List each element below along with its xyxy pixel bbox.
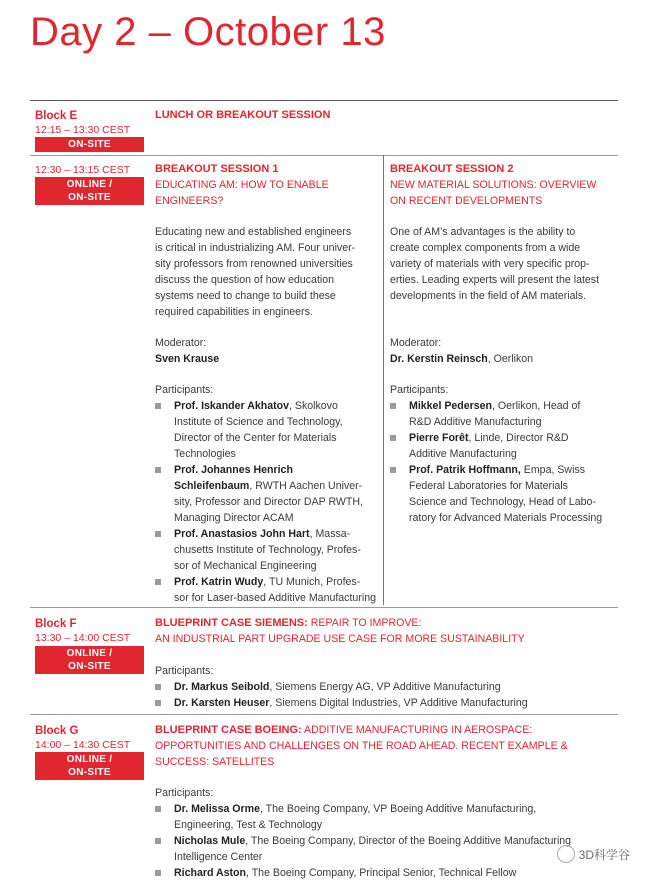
block-name: Block F	[35, 618, 77, 630]
participant-list	[155, 679, 615, 711]
participants-label: Participants:	[155, 787, 214, 799]
bullet-icon	[155, 531, 161, 537]
session-subtitle: EDUCATING AM: HOW TO ENABLE	[155, 179, 329, 191]
bullet-icon	[155, 838, 161, 844]
list-item: Nicholas Mule, The Boeing Company, Director of the Boeing Additive Manufacturing Intelligence Center	[155, 833, 625, 865]
breakout-time-label	[35, 163, 130, 177]
online-onsite-badge	[35, 646, 144, 674]
list-item: Dr. Karsten Heuser, Siemens Digital Industries, VP Additive Manufacturing	[155, 695, 615, 711]
list-item: Prof. Johannes Henrich Schleifenbaum, RWTH Aachen Univer- sity, Professor and Director DAP RWTH, Managing Director ACAM	[155, 462, 380, 526]
list-item: Prof. Patrik Hoffmann, Empa, Swiss Federal Laboratories for Materials Science and Technology, Head of Labo- ratory for Advanced Materials Processing	[390, 462, 622, 526]
moderator-label: Moderator:	[390, 337, 442, 349]
case-title: BLUEPRINT CASE BOEING:	[155, 724, 302, 736]
bullet-icon	[155, 806, 161, 812]
page-title: Day 2 – October 13	[30, 10, 386, 54]
session-title: BREAKOUT SESSION 2	[390, 163, 514, 175]
session-subtitle: ENGINEERS?	[155, 195, 224, 207]
breakout-session-1	[155, 161, 380, 606]
bullet-icon	[155, 870, 161, 876]
divider	[30, 607, 618, 608]
session-subtitle: NEW MATERIAL SOLUTIONS: OVERVIEW	[390, 179, 597, 191]
column-divider	[383, 155, 384, 605]
block-name: Block E	[35, 110, 78, 122]
online-onsite-badge	[35, 177, 144, 205]
bullet-icon	[390, 403, 396, 409]
participants-label: Participants:	[155, 665, 214, 677]
list-item: Dr. Markus Seibold, Siemens Energy AG, VP Additive Manufacturing	[155, 679, 615, 695]
list-item: Richard Aston, The Boeing Company, Principal Senior, Technical Fellow	[155, 865, 625, 881]
session-description: Educating new and established engineers is critical in industrializing AM. Four univer- sity professors from renowned universities discuss the question of how education systems need to change to build these required capabilities in engineers.	[155, 226, 356, 318]
list-item: Pierre Forêt, Linde, Director R&D Additive Manufacturing	[390, 430, 622, 462]
block-g-content: BLUEPRINT CASE BOEING: ADDITIVE MANUFACTURING IN AEROSPACE: OPPORTUNITIES AND CHALLENGES ON THE ROAD AHEAD. RECENT EXAMPLE & SUCCESS: SATELLITES Participants: Dr. Melissa Orme, The Boeing Company, VP Boeing Additive Manufacturing, Engineering, Test & Technology Nicholas Mule, The Boeing Company, Director of the Boeing Additive Manufacturing Intelligence Center Richard Aston, The Boeing Company, Principal Senior, Technical Fellow	[155, 722, 625, 881]
block-time: 13:30 – 14:00 CEST	[35, 632, 131, 644]
block-time: 12:15 – 13:30 CEST	[35, 124, 131, 136]
block-g-label	[35, 724, 130, 752]
list-item: Prof. Katrin Wudy, TU Munich, Profes- sor for Laser-based Additive Manufacturing	[155, 574, 380, 606]
moderator-name: Sven Krause	[155, 353, 220, 365]
bullet-icon	[155, 684, 161, 690]
badge-text: ON-SITE	[68, 139, 111, 150]
session-title: BREAKOUT SESSION 1	[155, 163, 279, 175]
participants-label: Participants:	[155, 384, 214, 396]
block-e-label	[35, 109, 130, 137]
badge-line: ONLINE /	[66, 754, 113, 765]
moderator-label: Moderator:	[155, 337, 207, 349]
participant-list	[155, 398, 380, 606]
bullet-icon	[155, 579, 161, 585]
participant-list	[390, 398, 622, 526]
block-time: 12:30 – 13:15 CEST	[35, 164, 131, 176]
block-f-label	[35, 617, 130, 645]
badge-line: ON-SITE	[68, 192, 111, 203]
session-subtitle: ON RECENT DEVELOPMENTS	[390, 195, 543, 207]
bullet-icon	[155, 700, 161, 706]
bullet-icon	[155, 403, 161, 409]
block-e-heading: LUNCH OR BREAKOUT SESSION	[155, 109, 331, 121]
divider	[30, 155, 618, 156]
bullet-icon	[390, 467, 396, 473]
block-name: Block G	[35, 725, 79, 737]
list-item: Dr. Melissa Orme, The Boeing Company, VP Boeing Additive Manufacturing, Engineering, Test & Technology	[155, 801, 625, 833]
block-time: 14:00 – 14:30 CEST	[35, 739, 131, 751]
badge-line: ON-SITE	[68, 767, 111, 778]
wechat-icon	[557, 845, 575, 863]
divider	[30, 714, 618, 715]
watermark-text: 3D科学谷	[578, 847, 630, 862]
block-f-content: BLUEPRINT CASE SIEMENS: REPAIR TO IMPROVE: AN INDUSTRIAL PART UPGRADE USE CASE FOR MORE SUSTAINABILITY Participants: Dr. Markus Seibold, Siemens Energy AG, VP Additive Manufacturing Dr. Karsten Heuser, Siemens Digital Industries, VP Additive Manufacturing	[155, 615, 615, 711]
badge-line: ONLINE /	[66, 648, 113, 659]
case-title: BLUEPRINT CASE SIEMENS:	[155, 617, 308, 629]
online-onsite-badge	[35, 752, 144, 780]
session-description: One of AM’s advantages is the ability to create complex components from a wide variety of materials with very specific prop- erties. Leading experts will present the latest developments in the field of AM materials.	[390, 226, 600, 302]
moderator-name: Dr. Kerstin Reinsch	[390, 353, 488, 365]
badge-line: ONLINE /	[66, 179, 113, 190]
participants-label: Participants:	[390, 384, 449, 396]
list-item: Prof. Iskander Akhatov, Skolkovo Institute of Science and Technology, Director of the Center for Materials Technologies	[155, 398, 380, 462]
list-item: Mikkel Pedersen, Oerlikon, Head of R&D Additive Manufacturing	[390, 398, 622, 430]
onsite-badge	[35, 137, 144, 152]
breakout-session-2: BREAKOUT SESSION 2 NEW MATERIAL SOLUTIONS: OVERVIEW ON RECENT DEVELOPMENTS One of AM’s advantages is the ability to create complex components from a wide variety of materials with very specific prop- erties. Leading experts will present the latest developments in the field of AM materials. Moderator: Dr. Kerstin Reinsch, Oerlikon Participants: Mikkel Pedersen, Oerlikon, Head of R&D Additive Manufacturing Pierre Forêt, Linde, Director R&D Additive Manufacturing Prof. Patrik Hoffmann, Empa, Swiss Federal Laboratories for Materials Science and Technology, Head of Labo- ratory for Advanced Materials Processing	[390, 161, 622, 526]
badge-line: ON-SITE	[68, 661, 111, 672]
bullet-icon	[155, 467, 161, 473]
top-divider	[30, 100, 618, 101]
bullet-icon	[390, 435, 396, 441]
watermark	[557, 845, 630, 863]
participant-list	[155, 801, 625, 881]
list-item: Prof. Anastasios John Hart, Massa- chusetts Institute of Technology, Profes- sor of Mechanical Engineering	[155, 526, 380, 574]
